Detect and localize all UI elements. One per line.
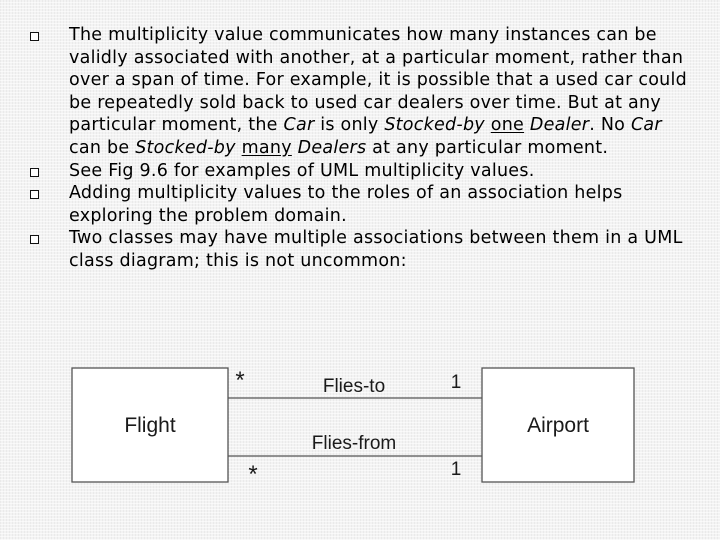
flies-to-multiplicity-flight: * bbox=[235, 367, 245, 394]
bullet-text: Adding multiplicity values to the roles of an association helps exploring the problem domain. bbox=[69, 183, 623, 226]
flies-to-association-label: Flies-to bbox=[322, 376, 386, 397]
flight-class-name: Flight bbox=[124, 414, 176, 437]
flies-from-association-label: Flies-from bbox=[311, 433, 397, 454]
flies-to-multiplicity-airport: 1 bbox=[450, 372, 462, 393]
flies-from-multiplicity-airport: 1 bbox=[450, 459, 462, 480]
flies-from-multiplicity-flight: * bbox=[248, 461, 258, 488]
bullet-text: See Fig 9.6 for examples of UML multiplicity values. bbox=[69, 160, 535, 181]
bullet-text: Two classes may have multiple associations between them in a UML class diagram; this is not uncommon: bbox=[69, 228, 683, 271]
bullet-text: The multiplicity value communicates how many instances can be validly associated with another, at a particular moment, rather than over a span of time. For example, it is possible that a used car could be repeatedly sold back to used car dealers over time. But at any particular moment, the Car is only Stocked-by one Dealer. No Car can be Stocked-by many Dealers at any particular moment. bbox=[69, 25, 687, 158]
airport-class-name: Airport bbox=[527, 414, 589, 437]
